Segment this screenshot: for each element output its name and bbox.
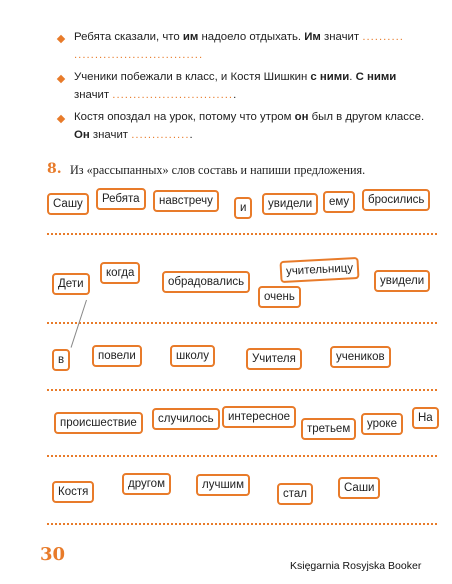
text: значит bbox=[89, 129, 129, 141]
page-number: 30 bbox=[40, 544, 66, 565]
word-tile[interactable]: и bbox=[234, 197, 252, 219]
text: Ребята сказали, что bbox=[74, 31, 183, 43]
word-tile[interactable]: уроке bbox=[361, 413, 403, 435]
answer-line[interactable] bbox=[47, 455, 437, 457]
bullet-2-line-1 bbox=[74, 70, 396, 84]
bold-word: Им bbox=[304, 31, 321, 43]
word-tile[interactable]: увидели bbox=[262, 193, 318, 215]
word-tile[interactable]: происшествие bbox=[54, 412, 143, 434]
word-tile[interactable]: повели bbox=[92, 345, 142, 367]
word-tile[interactable]: бросились bbox=[362, 189, 430, 211]
word-tile[interactable]: учительницу bbox=[279, 257, 359, 283]
word-tile[interactable]: в bbox=[52, 349, 70, 371]
word-tile[interactable]: очень bbox=[258, 286, 301, 308]
text: . bbox=[189, 129, 193, 141]
text: Костя опоздал на урок, потому что утром bbox=[74, 111, 295, 123]
text: был в другом классе. bbox=[308, 111, 425, 123]
bullet-2-line-2 bbox=[74, 88, 236, 102]
text: надоело отдыхать. bbox=[198, 31, 305, 43]
text: значит bbox=[74, 89, 110, 101]
word-tile[interactable]: Ребята bbox=[96, 188, 146, 210]
word-tile[interactable]: Костя bbox=[52, 481, 94, 503]
word-tile[interactable]: школу bbox=[170, 345, 215, 367]
word-tile[interactable]: учеников bbox=[330, 346, 391, 368]
bullet-marker bbox=[57, 35, 65, 43]
word-tile[interactable]: навстречу bbox=[153, 190, 219, 212]
word-tile[interactable]: Сашу bbox=[47, 193, 89, 215]
answer-line[interactable] bbox=[47, 523, 437, 525]
task-number: 8. bbox=[47, 161, 62, 177]
task-instruction: Из «рассыпанных» слов составь и напиши предложения. bbox=[70, 163, 366, 177]
answer-line[interactable] bbox=[47, 322, 437, 324]
word-tile[interactable]: ему bbox=[323, 191, 355, 213]
text: . bbox=[349, 71, 356, 83]
answer-dots[interactable]: .......... bbox=[362, 31, 404, 43]
word-tile[interactable]: третьем bbox=[301, 418, 356, 440]
answer-line[interactable] bbox=[47, 233, 437, 235]
word-tile[interactable]: Саши bbox=[338, 477, 380, 499]
word-tile[interactable]: стал bbox=[277, 483, 313, 505]
bullet-1-line-1 bbox=[74, 30, 404, 44]
bullet-3-line-1 bbox=[74, 110, 424, 124]
answer-line[interactable] bbox=[47, 389, 437, 391]
word-tile[interactable]: когда bbox=[100, 262, 140, 284]
bold-word: он bbox=[294, 111, 309, 123]
word-tile[interactable]: увидели bbox=[374, 270, 430, 292]
answer-dots[interactable]: ............................... bbox=[74, 49, 204, 61]
answer-dots[interactable]: .............. bbox=[131, 129, 190, 141]
bold-word: С ними bbox=[355, 71, 397, 83]
word-tile[interactable]: интересное bbox=[222, 406, 296, 428]
text: . bbox=[233, 89, 237, 101]
bold-word: с ними bbox=[310, 71, 350, 83]
bold-word: Он bbox=[74, 129, 90, 141]
answer-dots[interactable]: ............................. bbox=[112, 89, 234, 101]
bullet-3-line-2 bbox=[74, 128, 193, 142]
text: значит bbox=[320, 31, 360, 43]
bullet-1-line-2 bbox=[74, 48, 203, 62]
bullet-marker bbox=[57, 115, 65, 123]
word-tile[interactable]: другом bbox=[122, 473, 171, 495]
word-tile[interactable]: обрадовались bbox=[162, 271, 250, 293]
word-tile[interactable]: Дети bbox=[52, 273, 90, 295]
bold-word: им bbox=[182, 31, 199, 43]
text: Ученики побежали в класс, и Костя Шишкин bbox=[74, 71, 311, 83]
word-tile[interactable]: случилось bbox=[152, 408, 220, 430]
bullet-marker bbox=[57, 75, 65, 83]
word-tile[interactable]: Учителя bbox=[246, 348, 302, 370]
word-tile[interactable]: На bbox=[412, 407, 439, 429]
word-tile[interactable]: лучшим bbox=[196, 474, 250, 496]
footer-watermark: Księgarnia Rosyjska Booker bbox=[290, 560, 422, 572]
